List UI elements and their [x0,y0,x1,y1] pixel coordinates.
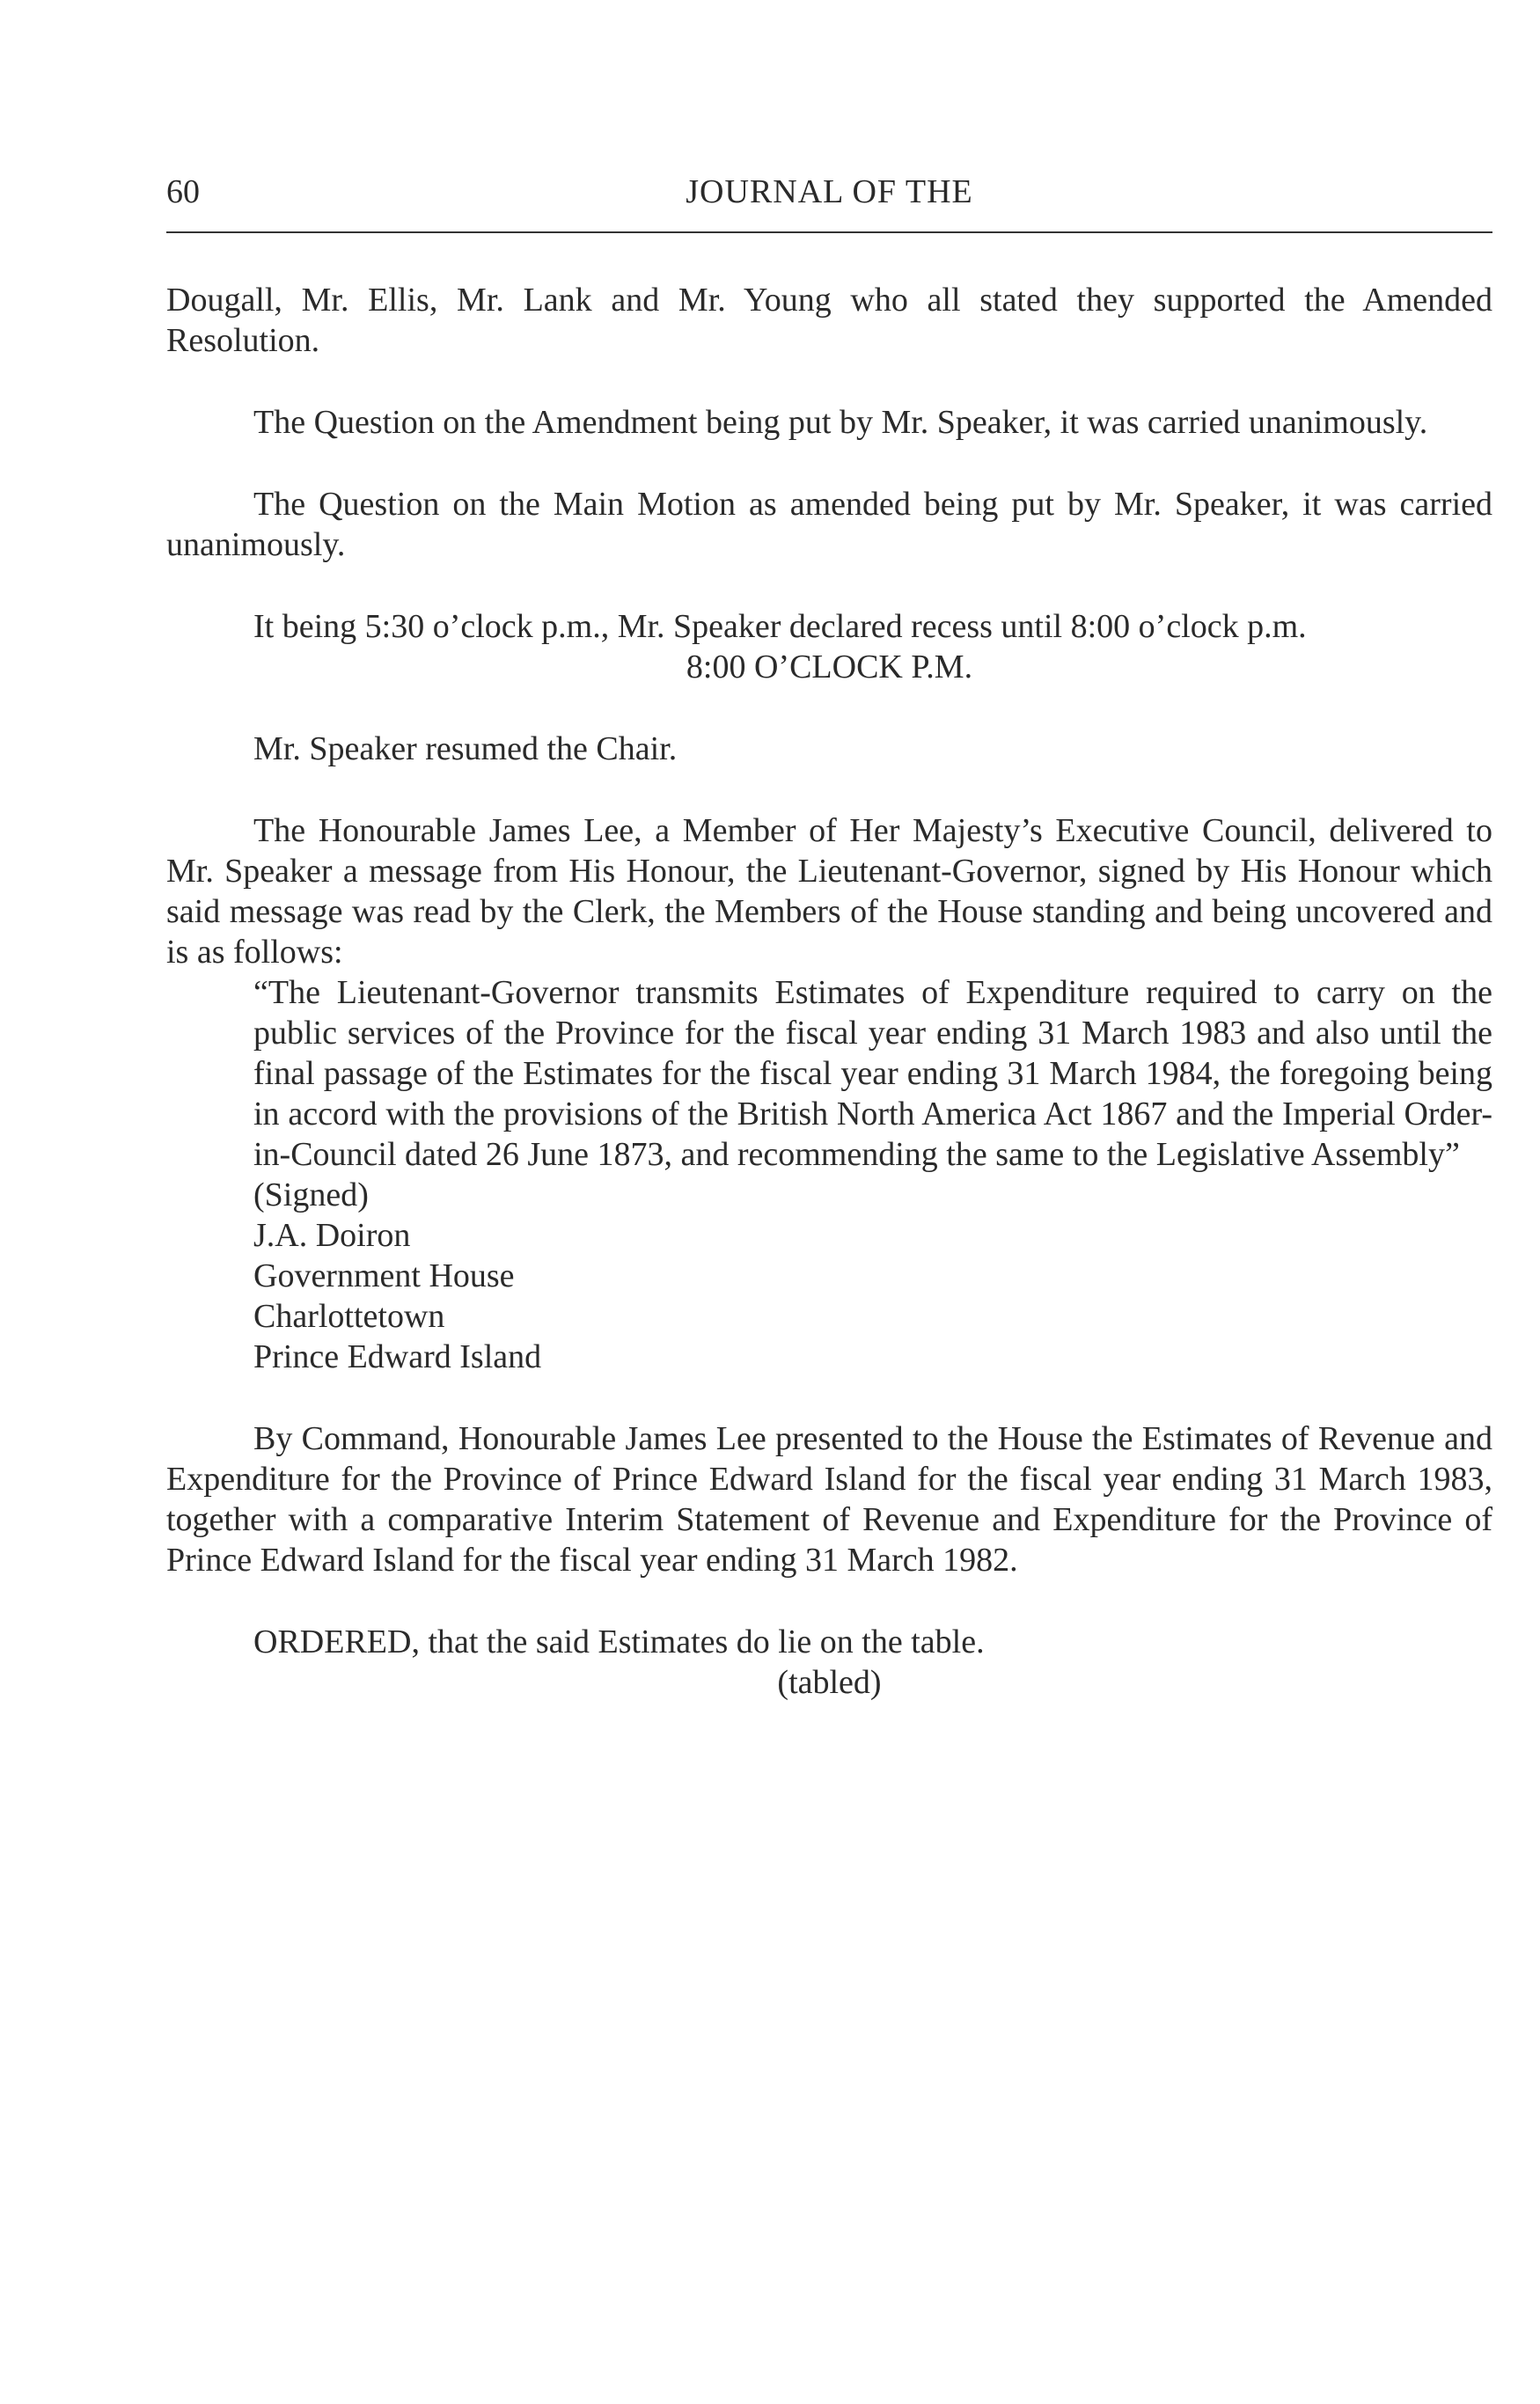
quoted-message: “The Lieutenant-Governor transmits Estimates of Expenditure required to carry on the public services of the Province for the fiscal year ending 31 March 1983 and also until the final passage of the Estimates for the fiscal year ending 31 March 1984, the foregoing being in accord with the provisions of the British North America Act 1867 and the Imperial Order-in-Council dated 26 June 1873, and recommending the same to the Legislative Assembly” [253,974,1492,1173]
signature-address-line: Prince Edward Island [253,1338,542,1375]
signature-block [166,1215,1492,1377]
signed-label: (Signed) [253,1176,369,1213]
page-number: 60 [166,173,200,210]
tabled-note: (tabled) [777,1664,882,1701]
signature-address-line: Government House [253,1257,515,1294]
paragraph-continuation: Dougall, Mr. Ellis, Mr. Lank and Mr. Young who all stated they supported the Amended Resolution. [166,282,1492,359]
paragraph-amendment-question: The Question on the Amendment being put by Mr. Speaker, it was carried unanimously. [253,404,1428,441]
paragraph-recess: It being 5:30 o’clock p.m., Mr. Speaker declared recess until 8:00 o’clock p.m. [253,608,1307,645]
header-rule [166,231,1492,233]
page-header [166,165,1492,218]
paragraph-ordered: ORDERED, that the said Estimates do lie on the table. [253,1623,985,1660]
body-text [166,280,1492,1703]
signature-address-line: Charlottetown [253,1298,445,1335]
paragraph-speaker-resumed: Mr. Speaker resumed the Chair. [253,730,678,767]
running-head: JOURNAL OF THE [686,173,973,210]
signature-name: J.A. Doiron [253,1217,411,1254]
time-heading: 8:00 O’CLOCK P.M. [686,649,973,685]
paragraph-message-delivered: The Honourable James Lee, a Member of Her Majesty’s Executive Council, delivered to Mr. Speaker a message from His Honour, the Lieutenant-Governor, signed by His Honour which said message was read by the Clerk, the Members of the House standing and being uncovered and is as follows: [166,812,1492,971]
paragraph-by-command: By Command, Honourable James Lee presented to the House the Estimates of Revenue and Expenditure for the Province of Prince Edward Island for the fiscal year ending 31 March 1983, together with a comparative Interim Statement of Revenue and Expenditure for the Province of Prince Edward Island for the fiscal year ending 31 March 1982. [166,1420,1492,1579]
paragraph-main-motion-question: The Question on the Main Motion as amended being put by Mr. Speaker, it was carried unanimously. [166,486,1492,563]
